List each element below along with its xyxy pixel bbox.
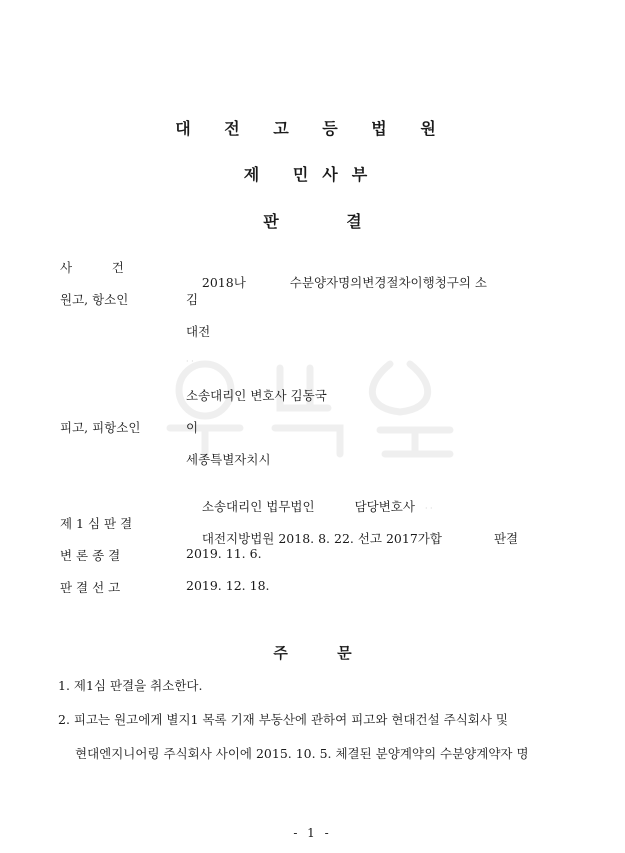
division-name: 제 민사부 — [243, 165, 382, 184]
ruling-title: 주 문 — [273, 644, 352, 662]
document-type: 판 결 — [263, 212, 362, 231]
defendant-faint-text: · · — [424, 504, 433, 513]
defendant-name: 이 — [186, 420, 199, 435]
ruling-item-2-line-2: 현대엔지니어링 주식회사 사이에 2015. 10. 5. 체결된 분양계약의 수분양계약자 명 — [75, 746, 529, 761]
hearing-closed-row — [0, 546, 625, 566]
plaintiff-label: 원고, 항소인 — [60, 292, 129, 307]
plaintiff-address-row — [0, 322, 625, 342]
plaintiff-faint-text: · · — [186, 357, 194, 366]
defendant-representative-prefix: 소송대리인 법무법인 — [201, 499, 315, 514]
ruling-item-1: 1. 제1심 판결을 취소한다. — [58, 678, 203, 693]
plaintiff-row — [0, 290, 625, 310]
sentence-date-label: 판 결 선 고 — [60, 580, 121, 595]
plaintiff-name: 김 — [186, 292, 199, 307]
plaintiff-representative-row — [0, 386, 625, 406]
defendant-address-row — [0, 450, 625, 470]
defendant-representative-suffix: 담당변호사 — [354, 499, 415, 514]
first-instance-suffix: 판결 — [493, 531, 519, 546]
plaintiff-faint-row — [0, 357, 625, 377]
page-number: - 1 - — [293, 826, 332, 840]
hearing-closed-value: 2019. 11. 6. — [186, 546, 262, 561]
first-instance-label: 제 1 심 판 결 — [60, 516, 133, 531]
defendant-label: 피고, 피항소인 — [60, 420, 141, 435]
plaintiff-representative: 소송대리인 변호사 김동국 — [186, 388, 327, 403]
court-name: 대 전 고 등 법 원 — [175, 119, 450, 138]
case-row — [0, 258, 625, 290]
defendant-address: 세종특별자치시 — [186, 452, 271, 467]
ruling-item-2-line-1: 2. 피고는 원고에게 별지1 목록 기재 부동산에 관하여 피고와 현대건설 주식회사 및 — [58, 712, 508, 727]
defendant-row — [0, 418, 625, 438]
plaintiff-address: 대전 — [186, 324, 211, 339]
sentence-date-row — [0, 578, 625, 598]
first-instance-value: 대전지방법원 2018. 8. 22. 선고 2017가합 — [201, 531, 442, 546]
first-instance-row — [0, 514, 625, 546]
case-label: 사 건 — [60, 260, 124, 275]
sentence-date-value: 2019. 12. 18. — [186, 578, 270, 593]
case-title: 수분양자명의변경절차이행청구의 소 — [289, 275, 487, 290]
ruling-item-2 — [58, 703, 578, 771]
hearing-closed-label: 변 론 종 결 — [60, 548, 121, 563]
defendant-representative-row — [0, 482, 625, 514]
case-number: 2018나 — [201, 275, 246, 290]
